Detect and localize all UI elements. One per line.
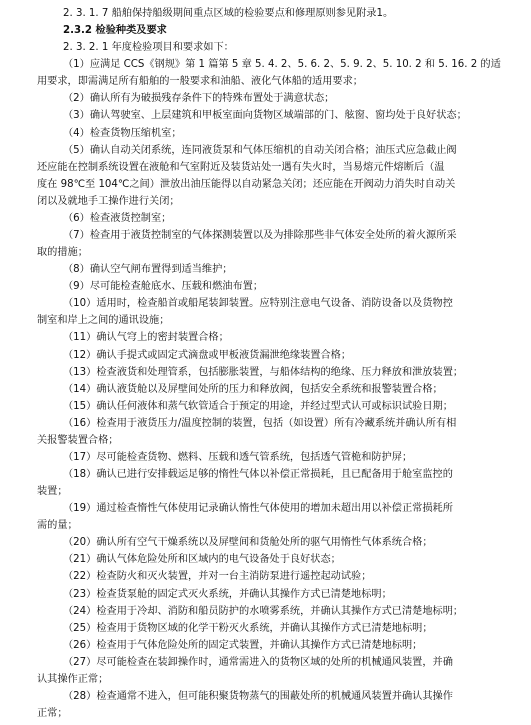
item-22: （22）检查防火和灭火装置，并对一台主消防泵进行遥控起动试验； bbox=[63, 571, 372, 583]
item-9: （9）尽可能检查舱底水、压载和燃油布置； bbox=[63, 281, 264, 293]
item-15: （15）确认任何液体和蒸气软管适合于预定的用途，并经过型式认可或标识试验日期； bbox=[63, 400, 453, 412]
item-2: （2）确认所有为破损残存条件下的特殊布置处于满意状态； bbox=[63, 93, 335, 105]
item-26: （26）检查用于气体危险处所的固定式装置，并确认其操作方式已清楚地标明； bbox=[63, 639, 423, 651]
clause-2-3-2-1: 2. 3. 2. 1 年度检验项目和要求如下： bbox=[63, 42, 234, 54]
item-11: （11）确认气穹上的密封装置合格； bbox=[63, 332, 229, 344]
item-5-line-2: 还应能在控制系统设置在液舱和气室附近及装货站处一遇有失火时，当易熔元件熔断后（温 bbox=[37, 161, 445, 173]
item-27-line-2: 认其操作正常； bbox=[37, 673, 109, 685]
item-18-line-2: 装置； bbox=[37, 486, 68, 497]
item-7-line-1: （7）检查用于液货控制室的气体探测装置以及为排除那些非气体安全处所的着火源所采 bbox=[63, 230, 457, 241]
item-5-line-4: 闭以及就地手工操作进行关闭； bbox=[37, 195, 180, 207]
clause-2-3-1-7: 2. 3. 1. 7 船舶保持船级期间重点区域的检验要点和修理原则参见附录1。 bbox=[63, 8, 394, 19]
item-8: （8）确认空气闸布置得到适当维护； bbox=[63, 264, 233, 276]
item-20: （20）确认所有空气干燥系统以及屏壁间和货舱处所的驱气用惰性气体系统合格； bbox=[63, 537, 433, 549]
item-6: （6）检查液货控制室； bbox=[63, 212, 172, 224]
item-16-line-2: 关报警装置合格； bbox=[37, 434, 119, 446]
item-19-line-1: （19）通过检查惰性气体使用记录确认惰性气体使用的增加未超出用以补偿正常损耗所 bbox=[63, 503, 453, 515]
item-17: （17）尽可能检查货物、燃料、压载和透气管系统，包括透气管桅和防护屏； bbox=[63, 451, 413, 463]
item-1-line-2: 用要求，即需满足所有船舶的一般要求和油船、液化气体船的适用要求； bbox=[37, 76, 363, 88]
item-3: （3）确认驾驶室、上层建筑和甲板室面向货物区域端部的门、舷窗、窗均处于良好状态； bbox=[63, 110, 467, 122]
item-1-line-1: （1）应满足 CCS《钢规》第 1 篇第 5 章 5. 4. 2、5. 6. 2、5. 9. 2、5. 10. 2 和 5. 16. 2 的适 bbox=[63, 59, 501, 71]
item-12: （12）确认手提式或固定式滴盘或甲板液货漏泄绝缘装置合格； bbox=[63, 349, 352, 361]
item-13: （13）检查液货和处理管系，包括膨胀装置，与船体结构的绝缘、压力释放和泄放装置； bbox=[63, 366, 464, 378]
item-5-line-3: 度在 98℃至 104℃之间）泄放出油压能得以自动紧急关闭；还应能在开阀动力消失时自动关 bbox=[37, 178, 456, 190]
item-5-line-1: （5）确认自动关闭系统，连同液货泵和气体压缩机的自动关闭合格；油压式应急截止阀 bbox=[63, 144, 457, 156]
item-27-line-1: （27）尽可能检查在装卸操作时，通常需进入的货物区域的处所的机械通风装置，并确 bbox=[63, 656, 453, 668]
item-18-line-1: （18）确认已进行安排载运足够的惰性气体以补偿正常损耗，且已配备用于舱室监控的 bbox=[63, 469, 453, 480]
item-7-line-2: 取的措施； bbox=[37, 247, 88, 258]
item-28-line-1: （28）检查通常不进入，但可能积聚货物蒸气的围蔽处所的机械通风装置并确认其操作 bbox=[63, 690, 453, 702]
item-14: （14）确认液货舱以及屏壁间处所的压力和释放阀，包括安全系统和报警装置合格； bbox=[63, 383, 443, 395]
item-24: （24）检查用于冷却、消防和船员防护的水喷雾系统，并确认其操作方式已清楚地标明； bbox=[63, 605, 464, 617]
item-10-line-2: 制室和岸上之间的通讯设施； bbox=[37, 315, 170, 327]
item-4: （4）检查货物压缩机室； bbox=[63, 127, 182, 139]
item-19-line-2: 需的量； bbox=[37, 520, 78, 532]
item-28-line-2: 正常； bbox=[37, 708, 68, 719]
section-heading: 2.3.2 检验种类及要求 bbox=[63, 25, 167, 37]
item-10-line-1: （10）适用时，检查船首或船尾装卸装置。应特别注意电气设备、消防设备以及货物控 bbox=[63, 298, 453, 310]
item-16-line-1: （16）检查用于液货压力/温度控制的装置，包括（如设置）所有冷藏系统并确认所有相 bbox=[63, 417, 457, 429]
item-23: （23）检查货泵舱的固定式灭火系统，并确认其操作方式已清楚地标明； bbox=[63, 588, 392, 600]
item-25: （25）检查用于货物区域的化学干粉灭火系统，并确认其操作方式已清楚地标明； bbox=[63, 622, 433, 634]
item-21: （21）确认气体危险处所和区域内的电气设备处于良好状态； bbox=[63, 554, 341, 566]
